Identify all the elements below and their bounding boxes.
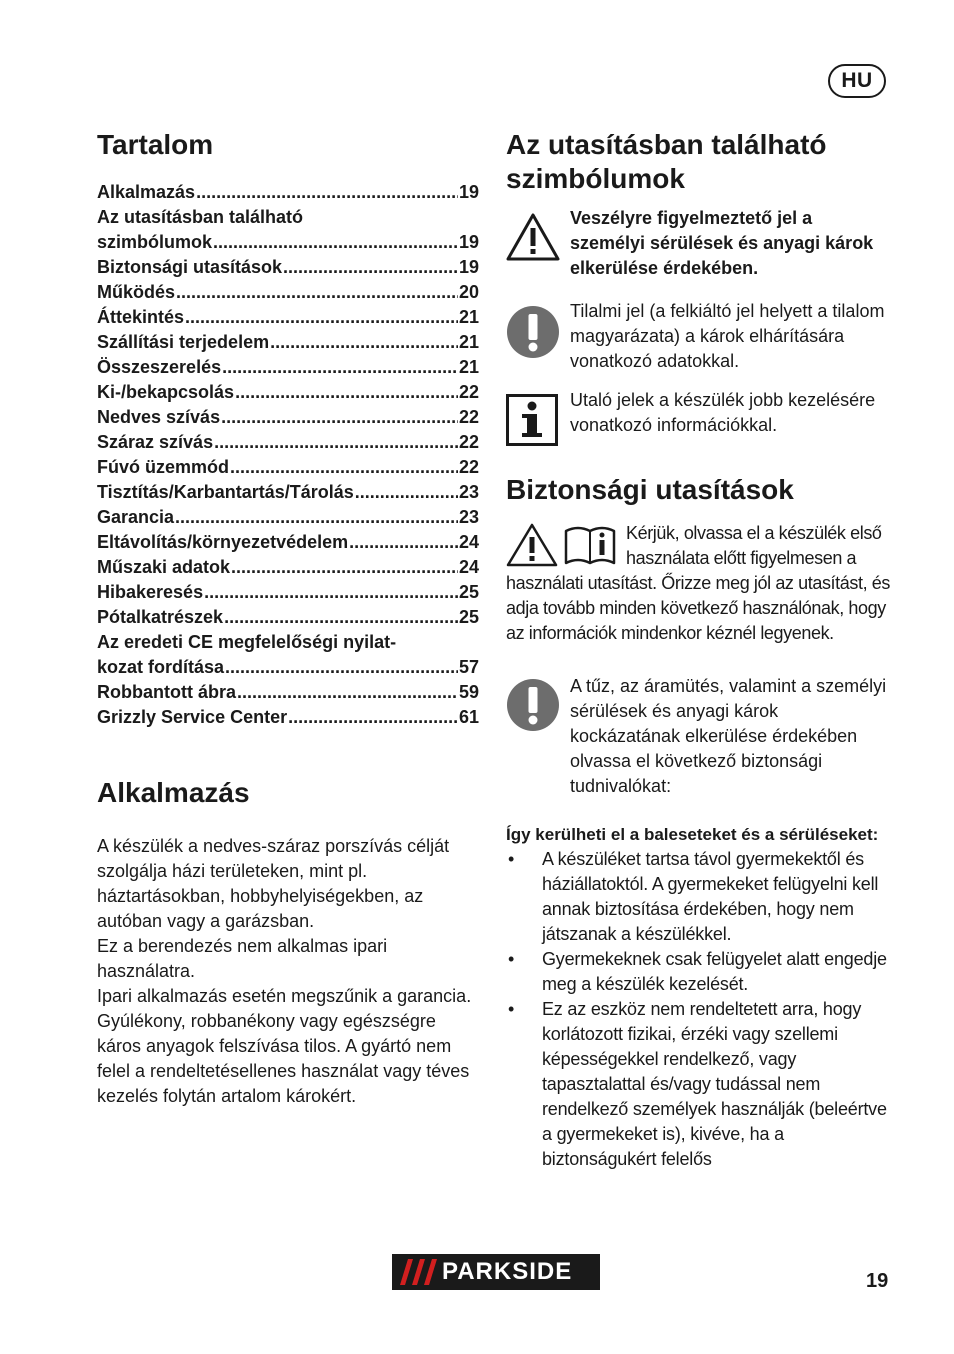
toc-leader-dots: [355, 480, 458, 505]
toc-entry-page: 21: [458, 307, 479, 327]
application-paragraph: A készülék a nedves-száraz porszívás célját szolgálja házi területeken, mint pl. háztartásokban, hobbyhelyiségekben, az autóban vagy a garázsban.: [97, 836, 450, 931]
toc-entry: [97, 180, 479, 205]
symbol-warning-text: Veszélyre figyelmeztető jel a személyi sérülések és anyagi károk elkerülése érdekében.: [570, 208, 874, 278]
toc-entry-page: 23: [458, 507, 479, 527]
toc-leader-dots: [213, 230, 458, 255]
toc-entry: [97, 530, 479, 555]
safety-title: Biztonsági utasítások: [506, 474, 794, 505]
toc-entry: [97, 580, 479, 605]
toc-entry-page: 22: [458, 407, 479, 427]
toc-entry-page: 24: [458, 532, 479, 552]
toc-entry-page: 59: [458, 682, 479, 702]
toc-leader-dots: [225, 655, 458, 680]
toc-leader-dots: [283, 255, 458, 280]
safety-read-manual-text: Kérjük, olvassa el a készülék első használata előtt figyelmesen a használati utasítást. Őrizze meg jól az utasítást, és adja tovább minden következő használónak, hogy az információk mindenkor kéznél legyenek.: [506, 523, 890, 643]
application-body: [97, 834, 479, 1109]
toc-leader-dots: [221, 405, 458, 430]
toc-entry-page: 22: [458, 382, 479, 402]
toc-entry: [97, 255, 479, 280]
symbols-title: Az utasításban található szimbólumok: [506, 129, 827, 194]
language-badge: HU: [828, 64, 886, 98]
toc-entry-page: 21: [458, 332, 479, 352]
toc-entry-title: Szállítási terjedelem: [97, 332, 270, 352]
list-item: • Gyermekeknek csak felügyelet alatt engedje meg a készülék kezelését.: [506, 947, 890, 997]
toc-leader-dots: [175, 505, 458, 530]
page-number: 19: [866, 1270, 889, 1292]
toc-entry-title: Pótalkatrészek: [97, 607, 224, 627]
toc-leader-dots: [214, 430, 458, 455]
toc-title: Tartalom: [97, 129, 214, 160]
toc-entry-page: 61: [458, 707, 479, 727]
application-paragraph: Gyúlékony, robbanékony vagy egészségre káros anyagok felszívása tilos. A gyártó nem felel a rendeltetésellenes használat vagy téves kezelés folytán artalom károkért.: [97, 1011, 470, 1106]
toc-entry-title: Alkalmazás: [97, 182, 196, 202]
toc-entry-title: Grizzly Service Center: [97, 707, 288, 727]
toc-leader-dots: [231, 555, 458, 580]
toc-entry: [97, 705, 479, 730]
toc-entry: [97, 230, 479, 255]
toc-entry-title: Összeszerelés: [97, 357, 222, 377]
toc-entry: [97, 280, 479, 305]
toc-leader-dots: [204, 580, 458, 605]
toc-entry: [97, 655, 479, 680]
toc-leader-dots: [222, 355, 458, 380]
symbol-prohibition: [506, 301, 890, 374]
toc-entry: [97, 430, 479, 455]
toc-entry: [97, 455, 479, 480]
toc-entry-title: Az eredeti CE megfelelőségi nyilat-: [97, 632, 397, 652]
toc-entry-page: 25: [458, 582, 479, 602]
toc-entry-page: 57: [458, 657, 479, 677]
toc-leader-dots: [176, 280, 458, 305]
toc-leader-dots: [224, 605, 458, 630]
safety-read-manual: [506, 521, 890, 646]
toc-entry: [97, 205, 479, 230]
symbol-info-text: Utaló jelek a készülék jobb kezelésére vonatkozó információkkal.: [570, 390, 876, 435]
toc-entry: [97, 630, 479, 655]
toc-entry-page: 20: [458, 282, 479, 302]
right-column: [506, 124, 890, 1172]
list-item: • A készüléket tartsa távol gyermekektől és háziállatoktól. A gyermekeket felügyelni kell annak biztosítása érdekében, hogy nem játszanak a készülékkel.: [506, 847, 890, 947]
warning-book-icons: [506, 523, 624, 567]
application-paragraph: Ez a berendezés nem alkalmas ipari használatra.: [97, 936, 388, 981]
safety-subheading: Így kerülheti el a baleseteket és a sérüléseket:: [506, 825, 879, 844]
brand-name: PARKSIDE: [442, 1258, 573, 1285]
toc-entry-title: Működés: [97, 282, 176, 302]
toc-entry-title: Műszaki adatok: [97, 557, 231, 577]
prohibition-icon: [506, 305, 570, 374]
toc-entry-title: Robbantott ábra: [97, 682, 236, 702]
toc-entry-title: Az utasításban található: [97, 207, 304, 227]
toc-entry-title: Garancia: [97, 507, 175, 527]
toc-entry: [97, 680, 479, 705]
toc-entry: [97, 355, 479, 380]
toc-entry-page: 19: [458, 232, 479, 252]
toc-leader-dots: [288, 705, 458, 730]
toc-entry-page: 19: [458, 257, 479, 277]
parkside-logo: [392, 1254, 600, 1290]
toc-entry-title: Eltávolítás/környezetvédelem: [97, 532, 349, 552]
toc-entry-page: 22: [458, 432, 479, 452]
application-paragraph: Ipari alkalmazás esetén megszűnik a garancia.: [97, 986, 472, 1006]
left-column: [97, 124, 479, 1109]
toc-entry-title: Fúvó üzemmód: [97, 457, 230, 477]
symbol-info: [506, 390, 890, 451]
toc-entry-title: Áttekintés: [97, 307, 185, 327]
toc-leader-dots: [230, 455, 458, 480]
toc-entry: [97, 505, 479, 530]
toc-entry: [97, 480, 479, 505]
safety-prohibition-text: A tűz, az áramütés, valamint a személyi sérülések és anyagi károk kockázatának elkerülése érdekében olvassa el következő biztonsági tudnivalókat:: [570, 676, 887, 796]
toc-entry: [97, 555, 479, 580]
application-title: Alkalmazás: [97, 777, 250, 808]
toc-entry-page: 25: [458, 607, 479, 627]
toc-entry-page: 24: [458, 557, 479, 577]
toc-entry: [97, 330, 479, 355]
toc-leader-dots: [270, 330, 458, 355]
toc-entry-page: 22: [458, 457, 479, 477]
toc-entry-title: szimbólumok: [97, 232, 213, 252]
symbol-warning: [506, 208, 890, 281]
toc-entry-title: Tisztítás/Karbantartás/Tárolás: [97, 482, 354, 502]
info-icon: [506, 394, 570, 451]
warning-triangle-icon: [506, 212, 570, 281]
toc-leader-dots: [349, 530, 458, 555]
toc-entry: [97, 405, 479, 430]
toc-entry: [97, 305, 479, 330]
toc-entry-title: Száraz szívás: [97, 432, 214, 452]
list-item: • Ez az eszköz nem rendeltetett arra, hogy korlátozott fizikai, érzéki vagy szellemi képességekkel rendelkező, vagy tapasztalattal és/vagy tudással nem rendelkező személyek használják (beleértve a gyermekeket is), kivéve, ha a biztonságukért felelős: [506, 997, 890, 1172]
toc-leader-dots: [185, 305, 458, 330]
toc-entry-title: kozat fordítása: [97, 657, 225, 677]
toc-entry-title: Biztonsági utasítások: [97, 257, 283, 277]
toc-entry-title: Hibakeresés: [97, 582, 204, 602]
table-of-contents: [97, 180, 479, 730]
safety-prohibition-note: [506, 678, 890, 799]
prohibition-icon: [506, 678, 570, 799]
safety-bullets: [506, 847, 890, 1172]
symbol-prohibition-text: Tilalmi jel (a felkiáltó jel helyett a tilalom magyarázata) a károk elhárítására vonatkozó adatokkal.: [570, 301, 885, 371]
toc-entry-page: 23: [458, 482, 479, 502]
toc-entry-page: 21: [458, 357, 479, 377]
toc-entry: [97, 605, 479, 630]
toc-entry-page: 19: [458, 182, 479, 202]
toc-leader-dots: [196, 180, 458, 205]
toc-entry: [97, 380, 479, 405]
toc-entry-title: Nedves szívás: [97, 407, 221, 427]
toc-entry-title: Ki-/bekapcsolás: [97, 382, 235, 402]
toc-leader-dots: [235, 380, 458, 405]
toc-leader-dots: [237, 680, 458, 705]
